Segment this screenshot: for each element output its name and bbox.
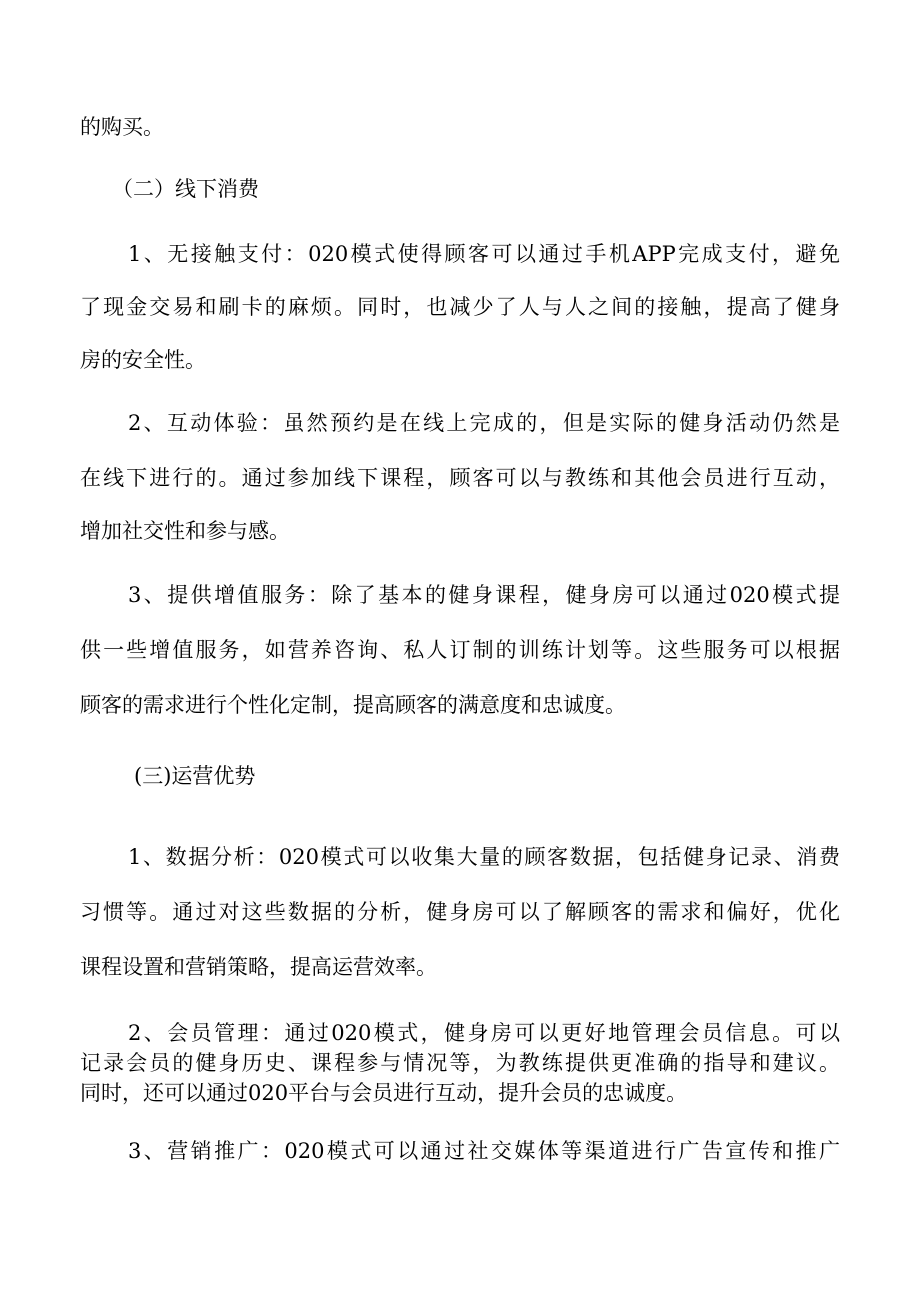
paragraph-line: 的购买。 — [80, 115, 164, 139]
paragraph-line: 记录会员的健身历史、课程参与情况等，为教练提供更准确的指导和建议。 — [80, 1051, 840, 1075]
section-heading: （二）线下消费 — [112, 177, 259, 201]
paragraph-line: 3、营销推广：020模式可以通过社交媒体等渠道进行广告宣传和推广 — [128, 1139, 840, 1163]
paragraph-line: 房的安全性。 — [80, 348, 206, 372]
paragraph-line: 2、互动体验：虽然预约是在线上完成的，但是实际的健身活动仍然是 — [128, 411, 840, 435]
paragraph-line: 了现金交易和刷卡的麻烦。同时，也减少了人与人之间的接触，提高了健身 — [80, 295, 840, 319]
paragraph-line: 在线下进行的。通过参加线下课程，顾客可以与教练和其他会员进行互动， — [80, 466, 840, 490]
section-heading: (三)运营优势 — [134, 764, 256, 788]
paragraph-line: 同时，还可以通过020平台与会员进行互动，提升会员的忠诚度。 — [80, 1081, 688, 1105]
paragraph-line: 顾客的需求进行个性化定制，提高顾客的满意度和忠诚度。 — [80, 693, 626, 717]
paragraph-line: 1、数据分析：020模式可以收集大量的顾客数据，包括健身记录、消费 — [128, 845, 840, 869]
paragraph-line: 增加社交性和参与感。 — [80, 519, 290, 543]
paragraph-line: 2、会员管理：通过020模式，健身房可以更好地管理会员信息。可以 — [128, 1021, 840, 1045]
paragraph-line: 课程设置和营销策略，提高运营效率。 — [80, 955, 437, 979]
paragraph-line: 供一些增值服务，如营养咨询、私人订制的训练计划等。这些服务可以根据 — [80, 638, 840, 662]
paragraph-line: 习惯等。通过对这些数据的分析，健身房可以了解顾客的需求和偏好，优化 — [80, 900, 840, 924]
paragraph-line: 1、无接触支付：020模式使得顾客可以通过手机APP完成支付，避免 — [128, 242, 840, 266]
paragraph-line: 3、提供增值服务：除了基本的健身课程，健身房可以通过020模式提 — [128, 583, 840, 607]
